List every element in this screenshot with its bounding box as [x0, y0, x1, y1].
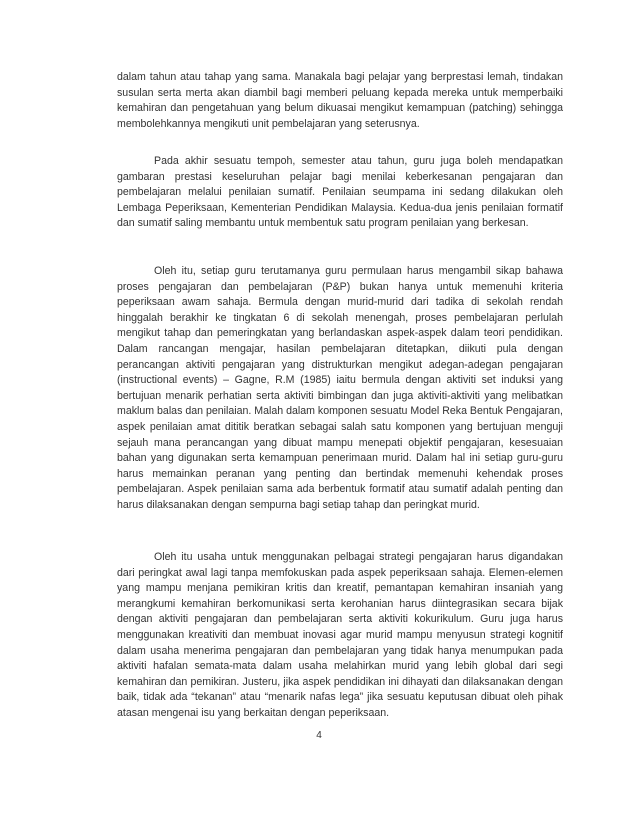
page-number: 4 [316, 730, 322, 741]
paragraph-continued: dalam tahun atau tahap yang sama. Manakala bagi pelajar yang berprestasi lemah, tindakan susulan serta merta akan diambil bagi memberi peluang kepada mereka untuk memperbaiki kemahiran dan pengetahuan yang belum dikuasai mengikut kemampuan (patching) sehingga membolehkannya mengikuti unit pembelajaran yang seterusnya. [117, 71, 563, 130]
paragraph-teaching-strategies: Oleh itu usaha untuk menggunakan pelbagai strategi pengajaran harus digandakan dari peringkat awal lagi tanpa memfokuskan pada aspek peperiksaan sahaja. Elemen-elemen yang mampu menjana pemikiran kritis dan kreatif, pemantapan kemahiran insaniah yang merangkumi kemahiran berkomunikasi serta kerohanian harus diintegrasikan secara bijak dengan aktiviti pengajaran dan pembelajaran serta aktiviti kokurikulum. Guru juga harus menggunakan kreativiti dan membuat inovasi agar murid mampu menyusun strategi kognitif dalam usaha menerima pengajaran dan pembelajaran yang tidak hanya menumpukan pada aktiviti hafalan semata-mata dalam usaha melahirkan murid yang lebih global dari segi kemahiran dan pemikiran. Justeru, jika aspek pendidikan ini dihayati dan dilaksanakan dengan baik, tidak ada “tekanan” atau “menarik nafas lega” jika sesuatu keputusan dibuat oleh pihak atasan mengenai isu yang berkaitan dengan peperiksaan. [117, 551, 563, 719]
paragraph-summative-assessment: Pada akhir sesuatu tempoh, semester atau tahun, guru juga boleh mendapatkan gambaran prestasi keseluruhan pelajar bagi menilai keberkesanan pengajaran dan pembelajaran melalui penilaian sumatif. Penilaian seumpama ini sedang dilakukan oleh Lembaga Peperiksaan, Kementerian Pendidikan Malaysia. Kedua-dua jenis penilaian formatif dan sumatif saling membantu untuk membentuk satu program penilaian yang berkesan. [117, 155, 563, 230]
paragraph-teacher-attitude: Oleh itu, setiap guru terutamanya guru permulaan harus mengambil sikap bahawa proses pengajaran dan pembelajaran (P&P) bukan hanya untuk memenuhi kriteria peperiksaan awam sahaja. Bermula dengan murid-murid dari tadika di sekolah rendah hinggalah berakhir ke tingkatan 6 di sekolah menengah, proses pembelajaran perlulah mengikut tahap dan pemeringkatan yang berlandaskan aspek-aspek dalam teori pendidikan. Dalam rancangan mengajar, hasilan pembelajaran ditetapkan, diikuti pula dengan perancangan aktiviti pengajaran yang distrukturkan mengikut adegan-adegan pengajaran (instructional events) – Gagne, R.M (1985) iaitu bermula dengan aktiviti set induksi yang bertujuan menarik perhatian serta aktiviti bimbingan dan juga aktiviti-aktiviti yang melibatkan maklum balas dan penilaian. Malah dalam komponen sesuatu Model Reka Bentuk Pengajaran, aspek penilaian amat dititik beratkan sebagai salah satu komponen yang bertujuan menguji sejauh mana perancangan yang dibuat mampu menepati objektif pengajaran, kesesuaian bahan yang digunakan serta kemampuan penerimaan murid. Dalam hal ini setiap guru-guru harus memainkan peranan yang penting dan bertindak memenuhi kehendak proses pembelajaran. Aspek penilaian sama ada berbentuk formatif atau sumatif adalah penting dan harus dilaksanakan dengan sempurna bagi setiap tahap dan peringkat murid. [117, 265, 563, 511]
